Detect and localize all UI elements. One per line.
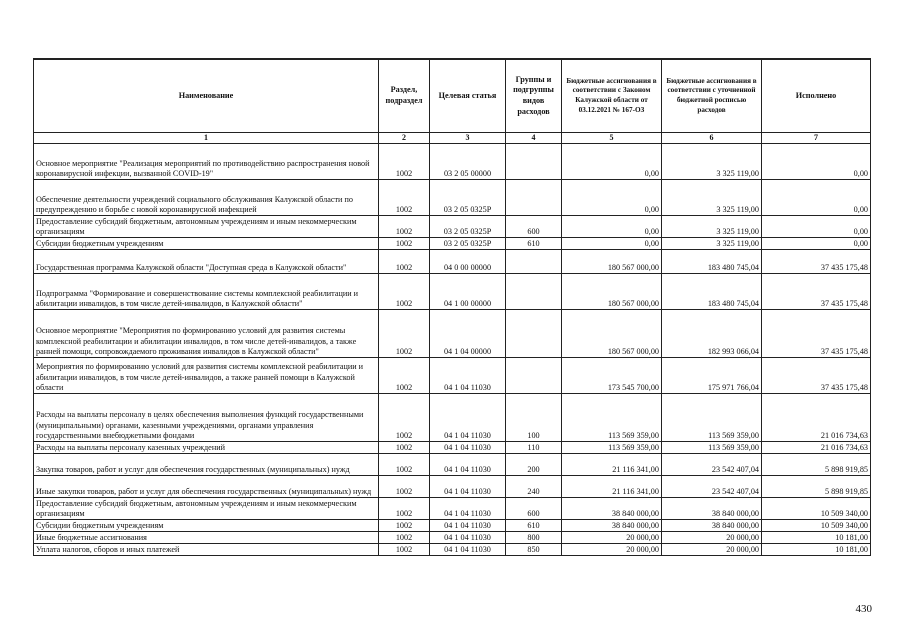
column-number: 7 <box>762 133 871 144</box>
cell-section: 1002 <box>379 238 430 250</box>
header-groups: Группы и подгруппы видов расходов <box>506 59 562 133</box>
budget-table <box>33 58 871 556</box>
cell-group: 600 <box>506 498 562 520</box>
cell-executed: 10 181,00 <box>762 532 871 544</box>
cell-refined: 113 569 359,00 <box>662 394 762 442</box>
cell-law: 38 840 000,00 <box>562 498 662 520</box>
cell-refined: 3 325 119,00 <box>662 144 762 180</box>
cell-executed: 37 435 175,48 <box>762 274 871 310</box>
cell-refined: 20 000,00 <box>662 532 762 544</box>
cell-section: 1002 <box>379 144 430 180</box>
table-row <box>34 454 871 476</box>
cell-section: 1002 <box>379 454 430 476</box>
cell-law: 113 569 359,00 <box>562 442 662 454</box>
cell-section: 1002 <box>379 544 430 556</box>
cell-law: 38 840 000,00 <box>562 520 662 532</box>
cell-group: 200 <box>506 454 562 476</box>
cell-executed: 5 898 919,85 <box>762 476 871 498</box>
cell-group: 850 <box>506 544 562 556</box>
table-row <box>34 476 871 498</box>
cell-refined: 23 542 407,04 <box>662 454 762 476</box>
cell-refined: 3 325 119,00 <box>662 180 762 216</box>
table-header <box>34 59 871 144</box>
cell-section: 1002 <box>379 442 430 454</box>
cell-group: 110 <box>506 442 562 454</box>
cell-name: Субсидии бюджетным учреждениям <box>34 238 379 250</box>
cell-section: 1002 <box>379 358 430 394</box>
table-row <box>34 358 871 394</box>
cell-law: 0,00 <box>562 144 662 180</box>
cell-law: 20 000,00 <box>562 532 662 544</box>
cell-target: 03 2 05 0325Р <box>430 216 506 238</box>
table-body <box>34 144 871 556</box>
table-row <box>34 498 871 520</box>
column-number: 1 <box>34 133 379 144</box>
page-number: 430 <box>855 603 872 615</box>
cell-group <box>506 358 562 394</box>
table-row <box>34 180 871 216</box>
cell-executed: 10 181,00 <box>762 544 871 556</box>
cell-group: 800 <box>506 532 562 544</box>
header-executed: Исполнено <box>762 59 871 133</box>
cell-name: Государственная программа Калужской области "Доступная среда в Калужской области" <box>34 250 379 274</box>
cell-target: 04 1 04 11030 <box>430 454 506 476</box>
table-row <box>34 238 871 250</box>
cell-target: 04 1 04 11030 <box>430 520 506 532</box>
cell-target: 04 1 04 11030 <box>430 442 506 454</box>
table-row <box>34 250 871 274</box>
cell-name: Субсидии бюджетным учреждениям <box>34 520 379 532</box>
cell-name: Основное мероприятие "Реализация мероприятий по противодействию распространения новой коронавирусной инфекции, вызванной COVID-19" <box>34 144 379 180</box>
table-row <box>34 144 871 180</box>
cell-group <box>506 310 562 358</box>
cell-section: 1002 <box>379 532 430 544</box>
cell-name: Иные бюджетные ассигнования <box>34 532 379 544</box>
cell-refined: 23 542 407,04 <box>662 476 762 498</box>
cell-target: 04 0 00 00000 <box>430 250 506 274</box>
header-target: Целевая статья <box>430 59 506 133</box>
cell-target: 03 2 05 0325Р <box>430 238 506 250</box>
header-law-assignments: Бюджетные ассигнования в соответствии с Законом Калужской области от 03.12.2021 № 167-ОЗ <box>562 59 662 133</box>
cell-name: Расходы на выплаты персоналу казенных учреждений <box>34 442 379 454</box>
column-number: 6 <box>662 133 762 144</box>
cell-name: Расходы на выплаты персоналу в целях обеспечения выполнения функций государственными (муниципальными) органами, казенными учреждениями, органами управления государственными внебюджетными фондами <box>34 394 379 442</box>
cell-name: Уплата налогов, сборов и иных платежей <box>34 544 379 556</box>
cell-law: 0,00 <box>562 180 662 216</box>
cell-group: 610 <box>506 520 562 532</box>
cell-law: 180 567 000,00 <box>562 274 662 310</box>
cell-law: 113 569 359,00 <box>562 394 662 442</box>
cell-name: Мероприятия по формированию условий для развития системы комплексной реабилитации и абилитации инвалидов, в том числе детей-инвалидов, а также ранней помощи в Калужской области <box>34 358 379 394</box>
header-section: Раздел, подраздел <box>379 59 430 133</box>
cell-group <box>506 250 562 274</box>
table-row <box>34 274 871 310</box>
cell-executed: 37 435 175,48 <box>762 310 871 358</box>
cell-group <box>506 144 562 180</box>
cell-executed: 5 898 919,85 <box>762 454 871 476</box>
cell-law: 0,00 <box>562 216 662 238</box>
cell-name: Закупка товаров, работ и услуг для обеспечения государственных (муниципальных) нужд <box>34 454 379 476</box>
column-number: 2 <box>379 133 430 144</box>
cell-refined: 113 569 359,00 <box>662 442 762 454</box>
cell-executed: 37 435 175,48 <box>762 250 871 274</box>
cell-executed: 37 435 175,48 <box>762 358 871 394</box>
table-row <box>34 310 871 358</box>
header-refined-assignments: Бюджетные ассигнования в соответствии с уточненной бюджетной росписью расходов <box>662 59 762 133</box>
column-number: 3 <box>430 133 506 144</box>
cell-group <box>506 274 562 310</box>
table-row <box>34 442 871 454</box>
budget-table-sheet <box>33 58 870 556</box>
cell-target: 04 1 04 11030 <box>430 498 506 520</box>
cell-executed: 0,00 <box>762 238 871 250</box>
cell-target: 04 1 04 11030 <box>430 532 506 544</box>
cell-executed: 0,00 <box>762 180 871 216</box>
cell-target: 04 1 00 00000 <box>430 274 506 310</box>
cell-refined: 183 480 745,04 <box>662 250 762 274</box>
cell-refined: 183 480 745,04 <box>662 274 762 310</box>
cell-section: 1002 <box>379 498 430 520</box>
cell-target: 04 1 04 11030 <box>430 476 506 498</box>
column-number: 5 <box>562 133 662 144</box>
cell-executed: 10 509 340,00 <box>762 498 871 520</box>
cell-group: 600 <box>506 216 562 238</box>
cell-target: 03 2 05 0325Р <box>430 180 506 216</box>
cell-section: 1002 <box>379 216 430 238</box>
cell-executed: 0,00 <box>762 144 871 180</box>
cell-executed: 21 016 734,63 <box>762 442 871 454</box>
cell-refined: 38 840 000,00 <box>662 498 762 520</box>
header-name: Наименование <box>34 59 379 133</box>
table-row <box>34 216 871 238</box>
cell-refined: 182 993 066,04 <box>662 310 762 358</box>
cell-law: 173 545 700,00 <box>562 358 662 394</box>
cell-section: 1002 <box>379 520 430 532</box>
cell-group: 100 <box>506 394 562 442</box>
cell-section: 1002 <box>379 476 430 498</box>
cell-group: 240 <box>506 476 562 498</box>
cell-group <box>506 180 562 216</box>
cell-name: Предоставление субсидий бюджетным, автономным учреждениям и иным некоммерческим организациям <box>34 498 379 520</box>
column-number: 4 <box>506 133 562 144</box>
cell-target: 03 2 05 00000 <box>430 144 506 180</box>
table-row <box>34 394 871 442</box>
column-number-row <box>34 133 871 144</box>
cell-name: Предоставление субсидий бюджетным, автономным учреждениям и иным некоммерческим организациям <box>34 216 379 238</box>
cell-law: 180 567 000,00 <box>562 310 662 358</box>
cell-name: Подпрограмма "Формирование и совершенствование системы комплексной реабилитации и абилитации инвалидов, в том числе детей-инвалидов, в Калужской области" <box>34 274 379 310</box>
cell-refined: 20 000,00 <box>662 544 762 556</box>
cell-section: 1002 <box>379 310 430 358</box>
cell-target: 04 1 04 11030 <box>430 544 506 556</box>
table-row <box>34 544 871 556</box>
table-row <box>34 532 871 544</box>
cell-executed: 0,00 <box>762 216 871 238</box>
table-row <box>34 520 871 532</box>
cell-executed: 21 016 734,63 <box>762 394 871 442</box>
cell-refined: 3 325 119,00 <box>662 216 762 238</box>
cell-name: Обеспечение деятельности учреждений социального обслуживания Калужской области по предупреждению и борьбе с новой коронавирусной инфекцией <box>34 180 379 216</box>
cell-refined: 38 840 000,00 <box>662 520 762 532</box>
cell-refined: 175 971 766,04 <box>662 358 762 394</box>
cell-name: Иные закупки товаров, работ и услуг для обеспечения государственных (муниципальных) нужд <box>34 476 379 498</box>
cell-law: 0,00 <box>562 238 662 250</box>
cell-section: 1002 <box>379 274 430 310</box>
cell-law: 180 567 000,00 <box>562 250 662 274</box>
cell-target: 04 1 04 11030 <box>430 358 506 394</box>
cell-section: 1002 <box>379 250 430 274</box>
cell-executed: 10 509 340,00 <box>762 520 871 532</box>
cell-law: 21 116 341,00 <box>562 454 662 476</box>
cell-law: 20 000,00 <box>562 544 662 556</box>
cell-refined: 3 325 119,00 <box>662 238 762 250</box>
cell-group: 610 <box>506 238 562 250</box>
cell-section: 1002 <box>379 394 430 442</box>
cell-target: 04 1 04 11030 <box>430 394 506 442</box>
cell-target: 04 1 04 00000 <box>430 310 506 358</box>
cell-law: 21 116 341,00 <box>562 476 662 498</box>
cell-name: Основное мероприятие "Мероприятия по формированию условий для развития системы комплексной реабилитации и абилитации инвалидов, в том числе детей-инвалидов, а также ранней помощи, сопровождаемого проживания инвалидов в Калужской области" <box>34 310 379 358</box>
cell-section: 1002 <box>379 180 430 216</box>
